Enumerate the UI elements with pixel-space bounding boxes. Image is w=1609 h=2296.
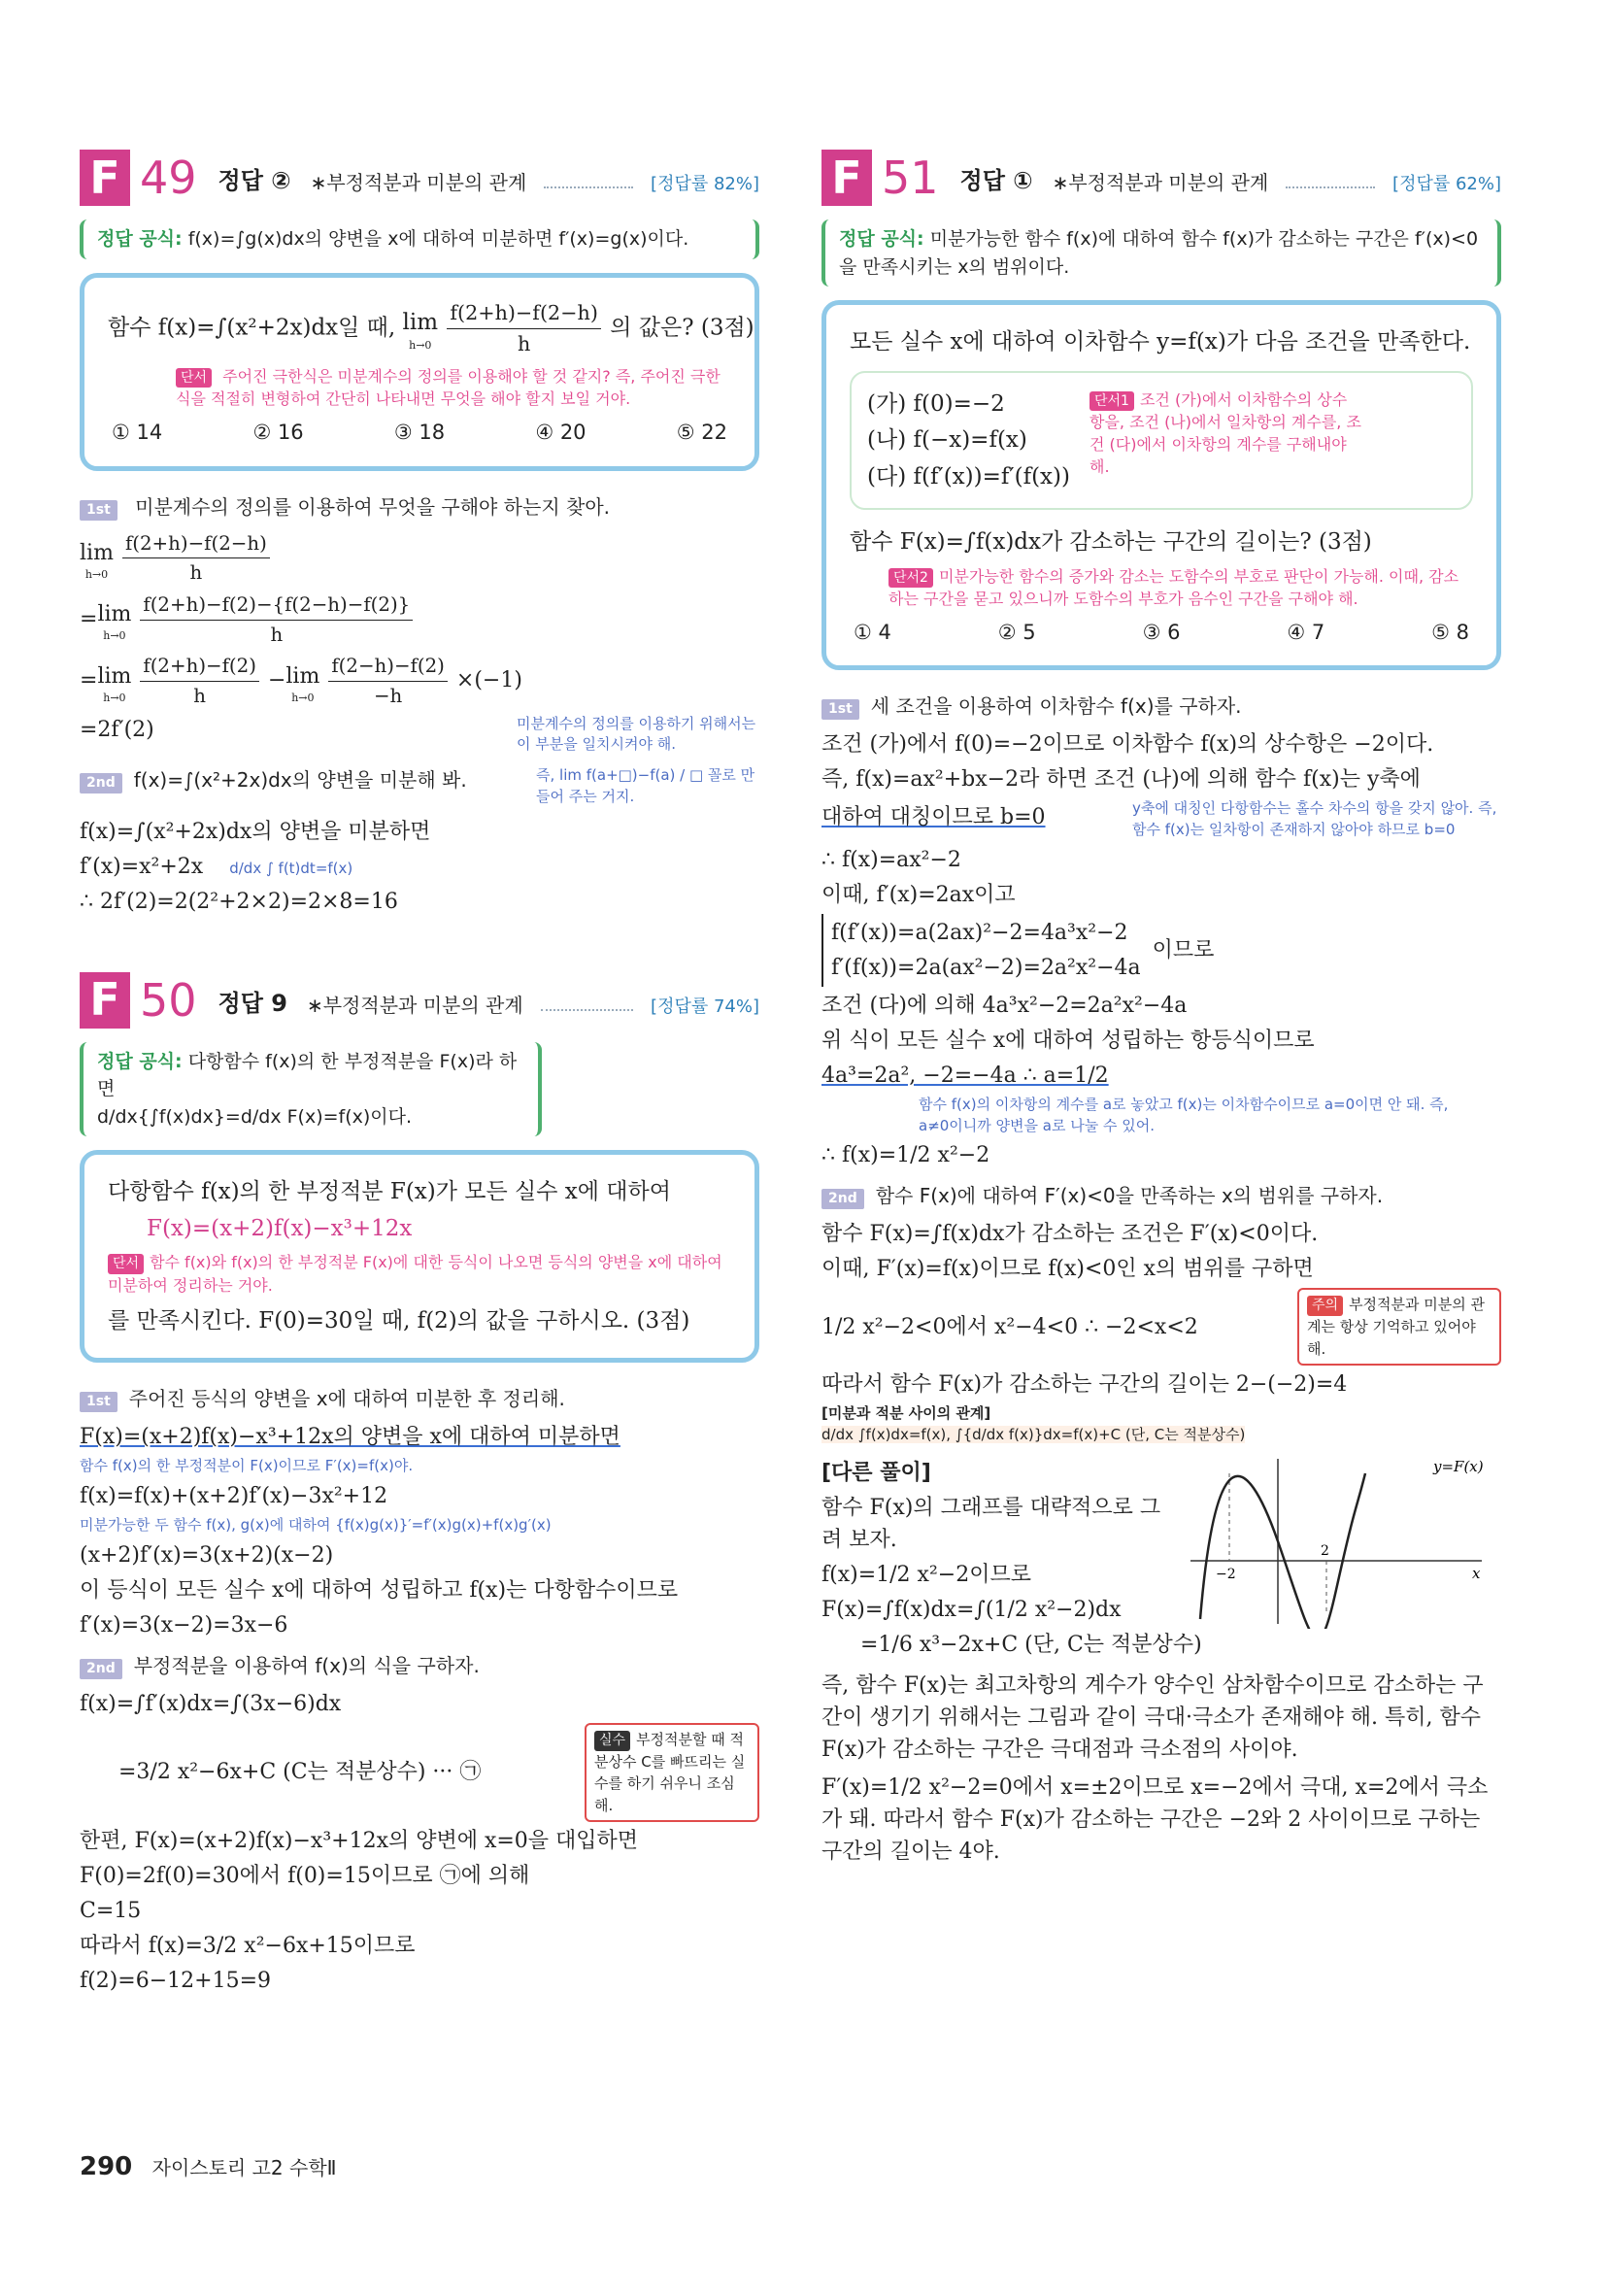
- side-note: 미분가능한 두 함수 f(x), g(x)에 대하여 {f(x)g(x)}′=f′(x)g(x)+f(x)g′(x): [80, 1515, 552, 1534]
- question-box: [80, 273, 759, 471]
- limit-sign: lim h→0: [402, 310, 439, 352]
- step-1: 1st 주어진 등식의 양변을 x에 대하여 미분한 후 정리해.: [80, 1384, 759, 1413]
- correct-rate: [정답률 74%]: [651, 996, 759, 1017]
- mistake-note: 실수 부정적분할 때 적분상수 C를 빠뜨리는 실수를 하기 쉬우니 조심해.: [585, 1723, 759, 1823]
- choice-1[interactable]: ① 14: [112, 421, 163, 445]
- side-note: 즉, lim f(a+□)−f(a) / □ 꼴로 만들어 주는 거지.: [536, 766, 755, 805]
- step-2: 2nd 부정적분을 이용하여 f(x)의 식을 구하자.: [80, 1651, 759, 1680]
- solution-line: F(0)=2f(0)=30에서 f(0)=15이므로 ㉠에 의해: [80, 1864, 530, 1889]
- page-number: 290: [80, 2152, 133, 2181]
- side-note: 함수 f(x)의 이차항의 계수를 a로 놓았고 f(x)는 이차함수이므로 a=0이면 안 돼. 즉, a≠0이니까 양변을 a로 나눌 수 있어.: [919, 1095, 1449, 1134]
- answer-label: 정답 ①: [959, 167, 1033, 194]
- choice-3[interactable]: ③ 6: [1142, 620, 1181, 644]
- x-label: x: [1472, 1564, 1481, 1582]
- topic-label: ∗부정적분과 미분의 관계: [310, 171, 527, 194]
- dotted-leader: [541, 1009, 633, 1011]
- choice-5[interactable]: ⑤ 22: [676, 421, 727, 445]
- warning-note: 주의 부정적분과 미분의 관계는 항상 기억하고 있어야 해.: [1297, 1288, 1501, 1366]
- solution-line: =lim h→0 $\frac{f(2+h)-f(2)}{h}$ −lim h→0 $\frac{f(2-h)-f(2)}{-h}$ ×(−1): [80, 652, 759, 710]
- question-line: 함수 f(x)=∫(x²+2x)dx일 때, lim h→0 $\frac{f(2+h)-f(2-h)}{h}$ 의 값은? (3점): [108, 298, 731, 359]
- hint: 단서 주어진 극한식은 미분계수의 정의를 이용해야 할 것 같지? 즉, 주어진 극한식을 적절히 변형하여 간단히 나타내면 무엇을 해야 할지 보일 거야.: [176, 366, 721, 408]
- problem-number: 50: [140, 973, 197, 1027]
- f-badge: F: [821, 150, 872, 206]
- graph-label: y=F(x): [1433, 1457, 1484, 1475]
- hint: 단서2 미분가능한 함수의 증가와 감소는 도함수의 부호로 판단이 가능해. 이때, 감소하는 구간을 묻고 있으니까 도함수의 부호가 음수인 구간을 구해야 해.: [888, 566, 1459, 608]
- f-badge: F: [80, 972, 130, 1029]
- right-column: F 51 정답 ① ∗부정적분과 미분의 관계 [정답률 62%] 정답 공식: 미분가능한 함수 f(x)에 대하여 함수 f(x)가 감소하는 구간은 f′(x)<0을 만족시키는 x의 범위이다. 모든 실수 x에 대하여 이차함수 y=f(x)가 다음 조건을 만족한다. (가) f(0)=−2 (나) f(−x)=f(x) (다) f(f′(x))=f′(f(x)) 단서1 조건 (가)에서 이차함수의 상수항을, 조건 (나)에서 일차항의 계수를, 조건 (다)에서 이차항의 계수를 구해내야 해. 함수 F(x)=∫f(x)dx가 감소하는 구간의 길이는? (3점) 단서2 미분가능한 함수의 증가와 감소는 도함수의 부호로 판단이 가능해. 이때, 감소하는 구간을 묻고 있으니까 도함수의 부호가 음수인 구간을 구해야 해. ① 4 ② 5 ③ 6 ④ 7 ⑤ 8 1st 세 조건을 이용하여 이차함수 f(x)를 구하자. 조건 (가)에서 f(0)=−2이므로 이차함수 f(x)의 상수항은 −2이다. 즉, f(x)=ax²+bx−2라 하면 조건 (나)에 의해 함수 f(x)는 y축에 대하여 대칭이므로 b=0 y축에 대칭인 다항함수는 홀수 차수의 항을 갖지 않아. 즉, 함수 f(x)는 일차항이 존재하지 않아야 하므로 b=0 ∴ f(x)=ax²−2 이때, f′(x)=2ax이고 f(f′(x))=a(2ax)²−2=4a³x²−2 f′(f(x))=2a(ax²−2)=2a²x²−4a 이므로 조건 (다)에 의해 4a³x²−2=2a²x²−4a 위 식이 모든 실수 x에 대하여 성립하는 항등식이므로 4a³=2a², −2=−4a ∴ a=1/2 함수 f(x)의 이차항의 계수를 a로 놓았고 f(x)는 이차함수이므로 a=0이면 안 돼. 즉, a≠0이니까 양변을 a로 나눌 수 있어. ∴ f(x)=1/2 x²−2 2nd 함수 F(x)에 대하여 F′(x)<0을 만족하는 x의 범위를 구하자. 함수 F(x)=∫f(x)dx가 감소하는 조건은 F′(x)<0이다. 이때, F′(x)=f(x)이므로 f(x)<0인 x의 범위를 구하면 1/2 x²−2<0에서 x²−4<0 ∴ −2<x<2 주의 부정적분과 미분의 관계는 항상 기억하고 있어야 해. 따라서 함수 F(x)가 감소하는 구간의 길이는 2−(−2)=4 [미분과 적분 사이의 관계] d/dx ∫f(x)dx=f(x), ∫{d/dx f(x)}dx=f(x)+C (단, C는 적분상수) [다른 풀이] 함수 F(x)의 그래프를 대략적으로 그려 보자. f(x)=1/2 x²−2이므로 F(x)=∫f(x)dx=∫(1/2 x²−2)dx =1/6 x³−2x+C (단, C는 적분상수) y=F(x) x −2 2 즉, 함수 F(x)는 최고차항의 계수가 양수인 삼차함수이므로 감소하는 구간이 생기기 위해서는 그림과 같이 극대·극소가 존재해야 해. 특히, 함수 F(x)가 감소하는 구간은 극대점과 극소점의 사이야. F′(x)=1/2 x²−2=0에서 x=±2이므로 x=−2에서 극대, x=2에서 극소가 돼. 따라서 함수 F(x)가 감소하는 구간은 −2와 2 사이이므로 구하는 구간의 길이는 4야.: [821, 136, 1501, 1868]
- solution-line: F(x)=(x+2)f(x)−x³+12x의 양변을 x에 대하여 미분하면: [80, 1425, 620, 1450]
- solution-line: =lim h→0 $\frac{f(2+h)-f(2)-\{f(2-h)-f(2)\}}{h}$: [80, 591, 759, 649]
- answer-formula: 정답 공식: 다항함수 f(x)의 한 부정적분을 F(x)라 하면 d/dx{∫f(x)dx}=d/dx F(x)=f(x)이다.: [80, 1042, 542, 1137]
- side-note: 미분계수의 정의를 이용하기 위해서는 이 부분을 일치시켜야 해.: [517, 714, 756, 754]
- step-2: 2nd 함수 F(x)에 대하여 F′(x)<0을 만족하는 x의 범위를 구하자.: [821, 1181, 1501, 1210]
- solution-line: f(x)=∫(x²+2x)dx의 양변을 미분하면: [80, 819, 431, 844]
- choice-4[interactable]: ④ 20: [535, 421, 587, 445]
- side-note: y축에 대칭인 다항함수는 홀수 차수의 항을 갖지 않아. 즉, 함수 f(x)는 일차항이 존재하지 않아야 하므로 b=0: [1132, 799, 1497, 839]
- formula-text: f(x)=∫g(x)dx의 양변을 x에 대하여 미분하면 f′(x)=g(x)이다.: [187, 228, 689, 250]
- solution-line: (x+2)f′(x)=3(x+2)(x−2): [80, 1542, 334, 1568]
- problem-50-header: [80, 959, 759, 1029]
- limit-fraction: $\frac{f(2+h)-f(2-h)}{h}$: [447, 298, 601, 359]
- problem-number: 51: [882, 152, 939, 204]
- problem-51-header: [821, 136, 1501, 206]
- condition-b: (나) f(−x)=f(x): [867, 427, 1027, 453]
- dotted-leader: [544, 186, 633, 188]
- question-box: 모든 실수 x에 대하여 이차함수 y=f(x)가 다음 조건을 만족한다. (가) f(0)=−2 (나) f(−x)=f(x) (다) f(f′(x))=f′(f(x)) 단서1 조건 (가)에서 이차함수의 상수항을, 조건 (나)에서 일차항의 계수를, 조건 (다)에서 이차항의 계수를 구해내야 해. 함수 F(x)=∫f(x)dx가 감소하는 구간의 길이는? (3점) 단서2 미분가능한 함수의 증가와 감소는 도함수의 부호로 판단이 가능해. 이때, 감소하는 구간을 묻고 있으니까 도함수의 부호가 음수인 구간을 구해야 해. ① 4 ② 5 ③ 6 ④ 7 ⑤ 8: [821, 300, 1501, 670]
- book-title: 자이스토리 고2 수학Ⅱ: [151, 2156, 337, 2179]
- condition-box: [850, 371, 1473, 511]
- page-footer: [80, 2148, 336, 2186]
- correct-rate: [정답률 82%]: [651, 174, 759, 194]
- relation-note: [미분과 적분 사이의 관계] d/dx ∫f(x)dx=f(x), ∫{d/dx f(x)}dx=f(x)+C (단, C는 적분상수): [821, 1404, 1246, 1444]
- solution-line: =3/2 x²−6x+C (C는 적분상수) ··· ㉠: [118, 1760, 482, 1785]
- topic-label: ∗부정적분과 미분의 관계: [306, 993, 523, 1017]
- step-1: 1st 세 조건을 이용하여 이차함수 f(x)를 구하자.: [821, 692, 1501, 721]
- choice-1[interactable]: ① 4: [854, 620, 891, 644]
- solution-line: =2f′(2) 미분계수의 정의를 이용하기 위해서는 이 부분을 일치시켜야 해.: [80, 714, 759, 757]
- solution-line: C=15: [80, 1899, 142, 1924]
- problem-49-header: [80, 136, 759, 206]
- condition-hint: 단서1 조건 (가)에서 이차함수의 상수항을, 조건 (나)에서 일차항의 계수를, 조건 (다)에서 이차항의 계수를 구해내야 해.: [1089, 389, 1361, 477]
- choice-5[interactable]: ⑤ 8: [1431, 620, 1469, 644]
- f-badge: F: [80, 150, 130, 206]
- tick-m2: −2: [1216, 1566, 1236, 1582]
- alt-solution-head: [다른 풀이]: [821, 1460, 931, 1485]
- step-badge: 1st: [80, 500, 117, 521]
- choices: [850, 618, 1473, 649]
- choice-4[interactable]: ④ 7: [1287, 620, 1325, 644]
- question-box: 다항함수 f(x)의 한 부정적분 F(x)가 모든 실수 x에 대하여 F(x)=(x+2)f(x)−x³+12x 단서 함수 f(x)와 f(x)의 한 부정적분 F(x)에 대한 등식이 나오면 등식의 양변을 x에 대하여 미분하여 정리하는 거야. 를 만족시킨다. F(0)=30일 때, f(2)의 값을 구하시오. (3점): [80, 1150, 759, 1363]
- curve: [1200, 1473, 1365, 1629]
- solution-line: f′(x)=x²+2x d/dx ∫ f(t)dt=f(x): [80, 854, 353, 879]
- cubic-graph: [1181, 1454, 1492, 1629]
- choice-2[interactable]: ② 16: [252, 421, 304, 445]
- tick-p2: 2: [1321, 1542, 1329, 1559]
- left-column: [80, 136, 759, 2000]
- step-2: 2nd f(x)=∫(x²+2x)dx의 양변을 미분해 봐. 즉, lim f(a+□)−f(a) / □ 꼴로 만들어 주는 거지.: [80, 765, 759, 808]
- hint: 단서 함수 f(x)와 f(x)의 한 부정적분 F(x)에 대한 등식이 나오면 등식의 양변을 x에 대하여 미분하여 정리하는 거야.: [108, 1253, 722, 1295]
- side-note: 함수 f(x)의 한 부정적분이 F(x)이므로 F′(x)=f(x)야.: [80, 1457, 414, 1475]
- solution-line: f(x)=∫f′(x)dx=∫(3x−6)dx: [80, 1691, 342, 1716]
- given-equation: F(x)=(x+2)f(x)−x³+12x: [147, 1215, 413, 1241]
- answer-formula: 정답 공식: 미분가능한 함수 f(x)에 대하여 함수 f(x)가 감소하는 구간은 f′(x)<0을 만족시키는 x의 범위이다.: [821, 219, 1501, 287]
- solution-line: f(x)=f(x)+(x+2)f′(x)−3x²+12: [80, 1483, 388, 1508]
- topic-label: ∗부정적분과 미분의 관계: [1052, 171, 1269, 194]
- solution-line: 이 등식이 모든 실수 x에 대하여 성립하고 f(x)는 다항함수이므로: [80, 1577, 679, 1603]
- solution-line: 따라서 f(x)=3/2 x²−6x+15이므로: [80, 1934, 416, 1959]
- answer-label: 정답 ②: [218, 167, 291, 194]
- condition-a: (가) f(0)=−2: [867, 390, 1005, 417]
- choice-2[interactable]: ② 5: [997, 620, 1036, 644]
- dotted-leader: [1286, 186, 1375, 188]
- condition-c: (다) f(f′(x))=f′(f(x)): [867, 463, 1070, 490]
- solution-line: 한편, F(x)=(x+2)f(x)−x³+12x의 양변에 x=0을 대입하면: [80, 1829, 639, 1854]
- correct-rate: [정답률 62%]: [1392, 174, 1501, 194]
- step-1: 1st 미분계수의 정의를 이용하여 무엇을 구해야 하는지 찾아.: [80, 492, 759, 522]
- problem-number: 49: [140, 152, 197, 204]
- answer-formula: [80, 219, 759, 259]
- answer-label: 정답 9: [218, 989, 287, 1017]
- solution-line: f(2)=6−12+15=9: [80, 1969, 272, 1994]
- choices: [108, 418, 731, 449]
- hint-tag: 단서: [176, 368, 212, 388]
- choice-3[interactable]: ③ 18: [393, 421, 446, 445]
- solution-line: f′(x)=3(x−2)=3x−6: [80, 1612, 288, 1638]
- formula-head: 정답 공식:: [97, 228, 183, 250]
- solution-line: ∴ 2f′(2)=2(2²+2×2)=2×8=16: [80, 889, 398, 914]
- solution-line: lim h→0 $\frac{f(2+h)-f(2-h)}{h}$: [80, 529, 759, 588]
